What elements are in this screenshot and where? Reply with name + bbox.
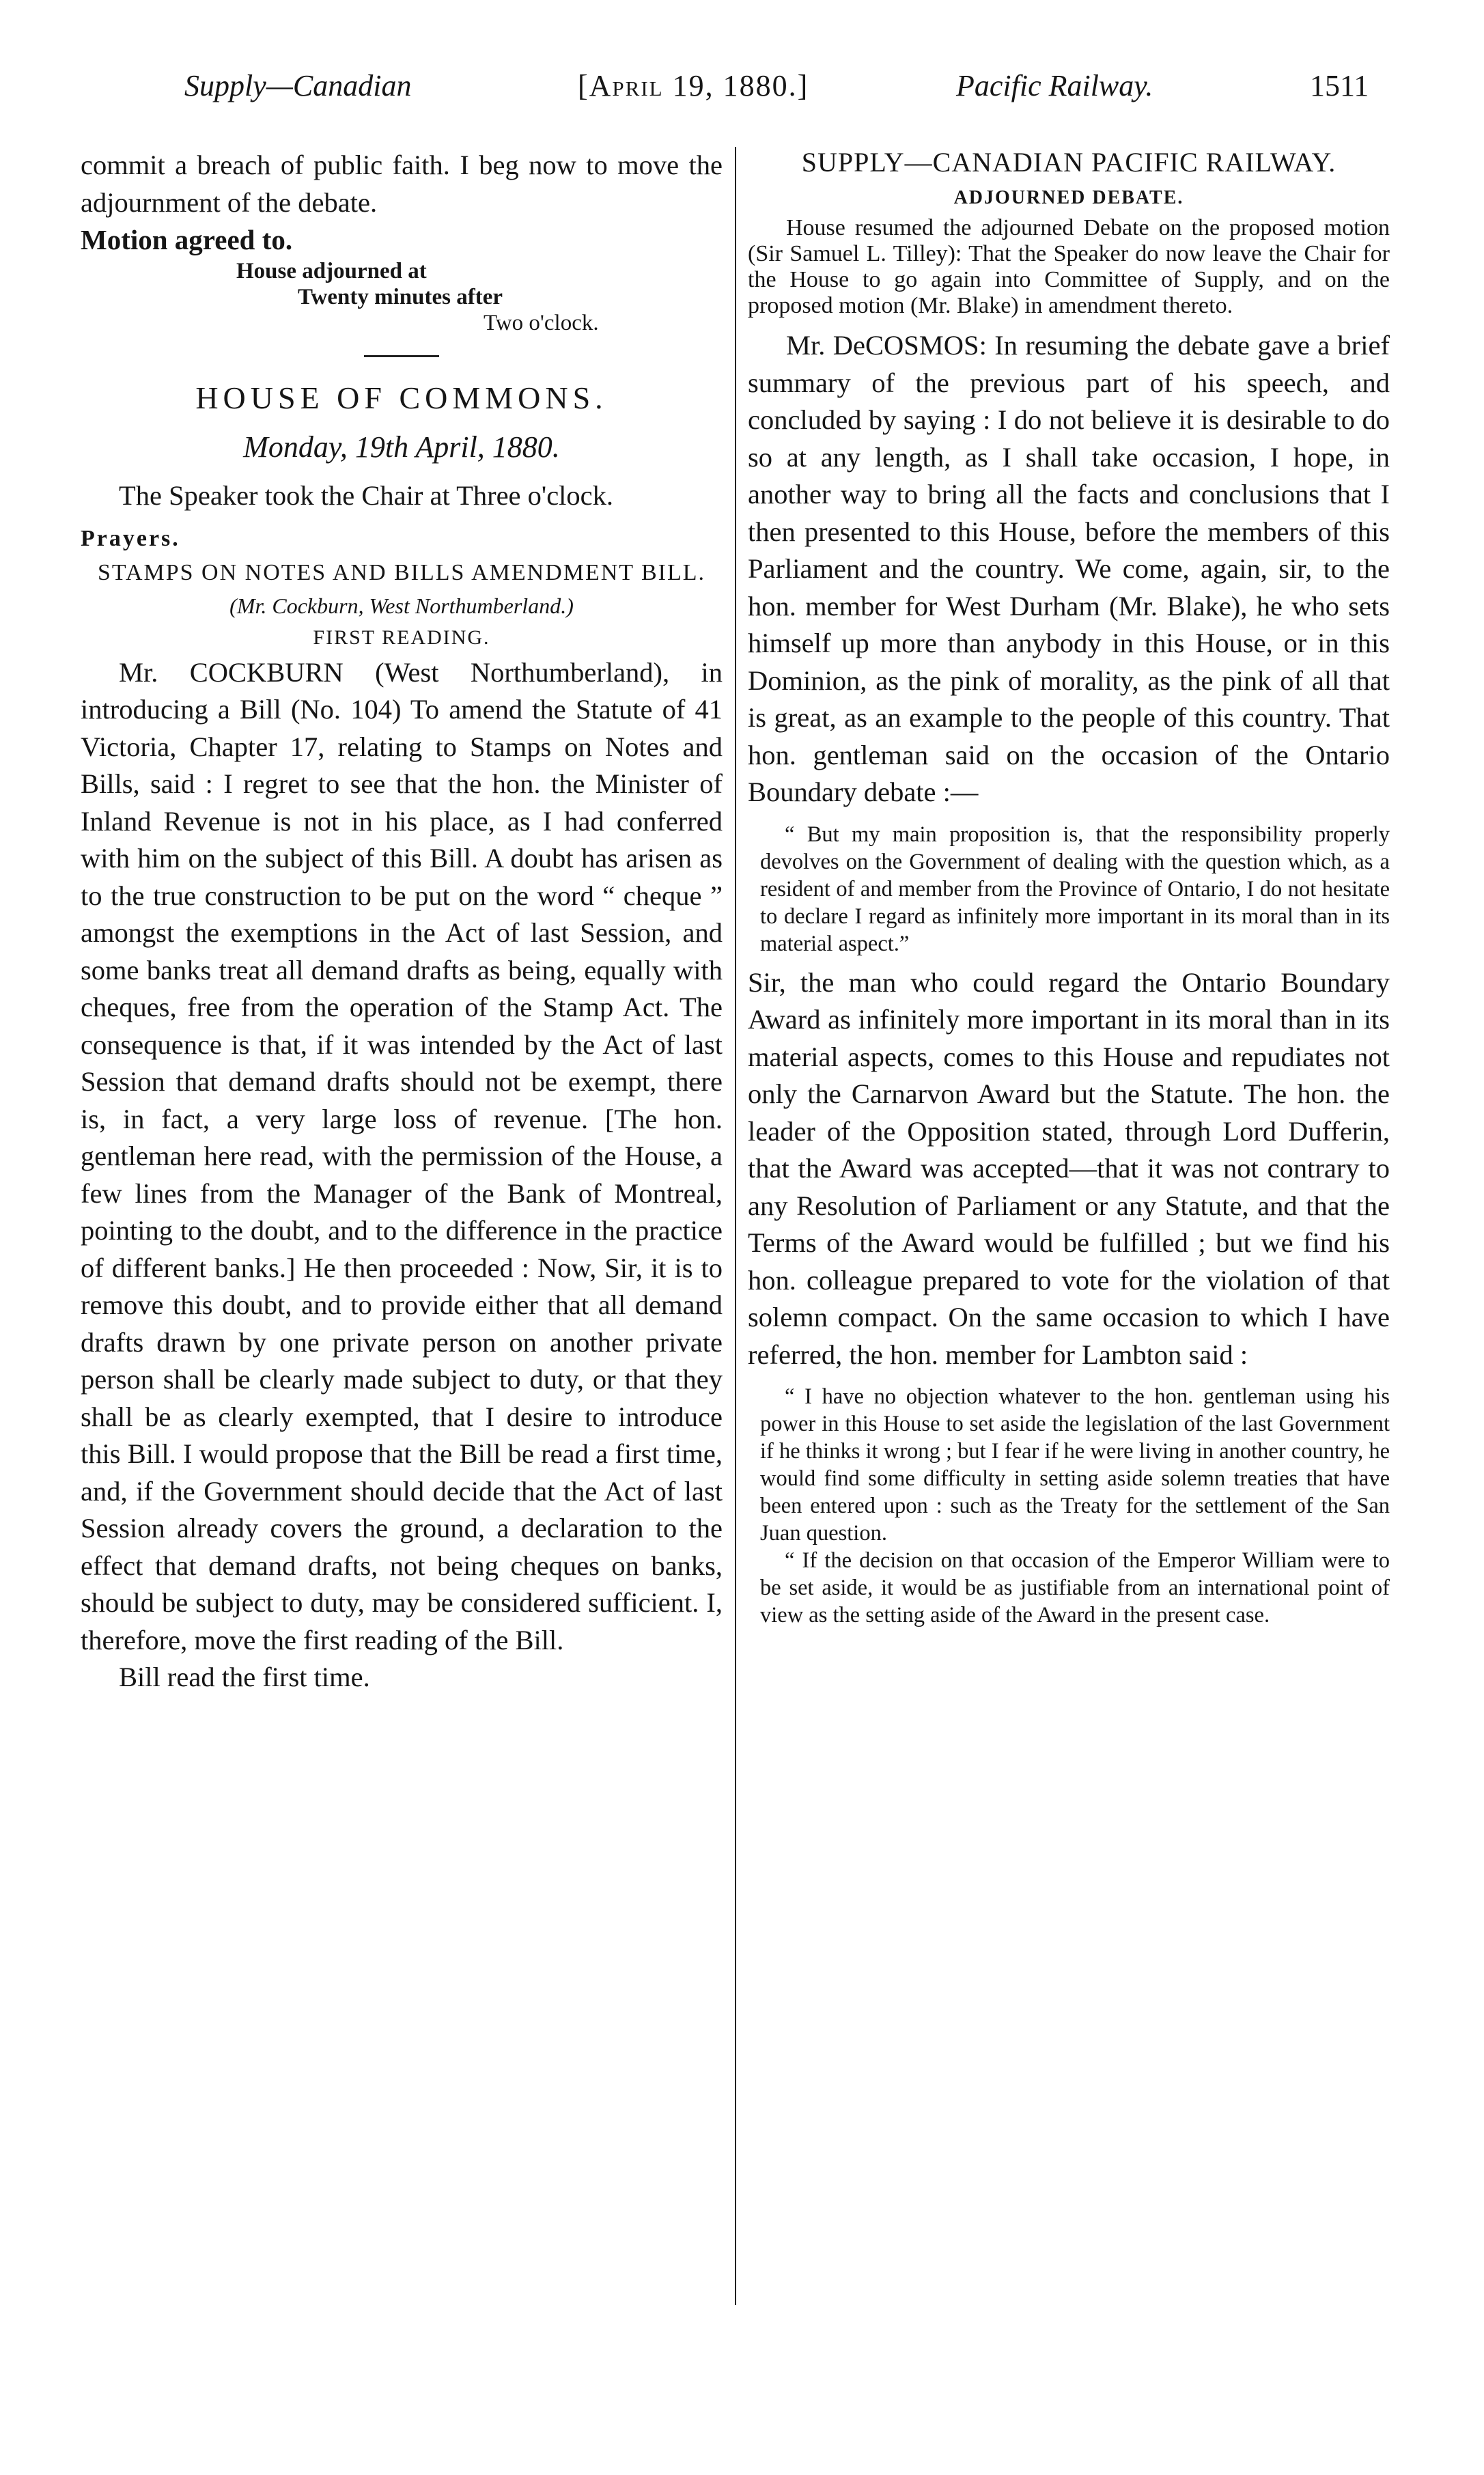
bill-heading: STAMPS ON NOTES AND BILLS AMENDMENT BILL. [98,559,705,585]
running-head-date: [April 19, 1880.] [578,69,809,102]
section-rule [364,355,439,357]
continued-paragraph: commit a breach of public faith. I beg now to move the adjournment of the debate. [81,150,723,218]
sitting-date: Monday, 19th April, 1880. [243,430,560,464]
running-head-left: Supply—Canadian [184,69,412,102]
reading-heading: FIRST READING. [313,626,490,649]
ontario-boundary-paragraph: Sir, the man who could regard the Ontario Boundary Award as infinitely more important in its moral than in its material aspects, comes to this House and repudiates not only the Carnarvon Award but the Statute. The hon. the leader of the Opposition stated, through Lord Dufferin, that the Award was accepted—that it was not contrary to any Resolution of Parliament or any Statute, and that the Terms of the Award would be fulfilled ; but we find his hon. colleague prepared to vote for the violation of that solemn compact. On the same occasion to which I have referred, the hon. member for Lambton said : [748,966,1390,1370]
column-divider [735,147,736,2305]
bill-read-line: Bill read the first time. [119,1662,370,1692]
adjournment-line-1: House adjourned at [236,259,427,283]
bill-member: (Mr. Cockburn, West Northumberland.) [229,593,574,618]
running-head-right: Pacific Railway. [956,69,1153,102]
page-header [0,68,1484,116]
debate-intro: House resumed the adjourned Debate on the proposed motion (Sir Samuel L. Tilley): That the Speaker do now leave the Chair for the House to go again into Committee of Supply, and on the proposed motion (Mr. Blake) in amendment thereto. [748,215,1390,318]
speaker-paragraph: The Speaker took the Chair at Three o'clock. [119,480,614,511]
supply-heading: SUPPLY—CANADIAN PACIFIC RAILWAY. [801,147,1336,178]
adjournment-line-3: Two o'clock. [484,311,599,335]
decosmos-speech: Mr. DeCOSMOS: In resuming the debate gave a brief summary of the previous part of his speech, and concluded by saying : I do not believe it is desirable to do so at any length, as I shall take occasion, I hope, in another way to bring all the facts and conclusions that I then presented to this House, before the members of this Parliament and the country. We come, again, sir, to the hon. member for West Durham (Mr. Blake), he who sets himself up more than anybody in this House, or in this Dominion, as the pink of morality, as the pink of all that is great, as an example to the people of this country. That hon. gentleman said on the occasion of the Ontario Boundary debate :— [748,330,1390,807]
right-column [748,147,1390,1629]
adjourned-debate-heading: ADJOURNED DEBATE. [953,187,1184,208]
prayers-heading: Prayers. [81,525,180,551]
house-heading: HOUSE OF COMMONS. [195,380,608,415]
left-column [81,147,723,1696]
blake-quote: “ But my main proposition is, that the responsibility properly devolves on the Government of dealing with the question which, as a resident of and member from the Province of Ontario, I do not hesitate to declare I regard as infinitely more important in its moral than in its material aspect.” [760,822,1390,956]
adjournment-line-2: Twenty minutes after [298,285,503,309]
motion-line: Motion agreed to. [81,224,293,255]
adjournment-note [81,258,723,336]
cockburn-speech: Mr. COCKBURN (West Northumberland), in introducing a Bill (No. 104) To amend the Statute of 41 Victoria, Chapter 17, relating to Stamps on Notes and Bills, said : I regret to see that the hon. the Minister of Inland Revenue is not in his place, as I had conferred with him on the subject of this Bill. A doubt has arisen as to the true construction to be put on the word “ cheque ” amongst the exemptions in the Act of last Session, and some banks treat all demand drafts as being, equally with cheques, free from the operation of the Stamp Act. The consequence is that, if it was intended by the Act of last Session that demand drafts should not be exempt, there is, in fact, a very large loss of revenue. [The hon. gentleman here read, with the permission of the House, a few lines from the Manager of the Bank of Montreal, pointing to the doubt, and to the difference in the practice of different banks.] He then proceeded : Now, Sir, it is to remove this doubt, and to provide either that all demand drafts drawn by one private person on another private person shall be clearly made subject to duty, or that they shall be as clearly exempted, that I desire to introduce this Bill. I would propose that the Bill be read a first time, and, if the Government should decide that the Act of last Session already covers the ground, a declaration to the effect that demand drafts, not being cheques on banks, should be subject to duty, may be considered sufficient. I, therefore, move the first reading of the Bill. [81,656,723,1655]
lambton-quote-1: “ I have no objection whatever to the hon. gentleman using his power in this House to set aside the legislation of the last Government if he thinks it wrong ; but I fear if he were living in another country, he would find some difficulty in setting aside solemn treaties that have been entered upon : such as the Treaty for the settlement of the San Juan question. [760,1384,1390,1546]
page-number: 1511 [1310,69,1369,102]
lambton-quote-2: “ If the decision on that occasion of the Emperor William were to be set aside, it would be as justifiable from an international point of view as the setting aside of the Award in the present case. [760,1548,1390,1627]
